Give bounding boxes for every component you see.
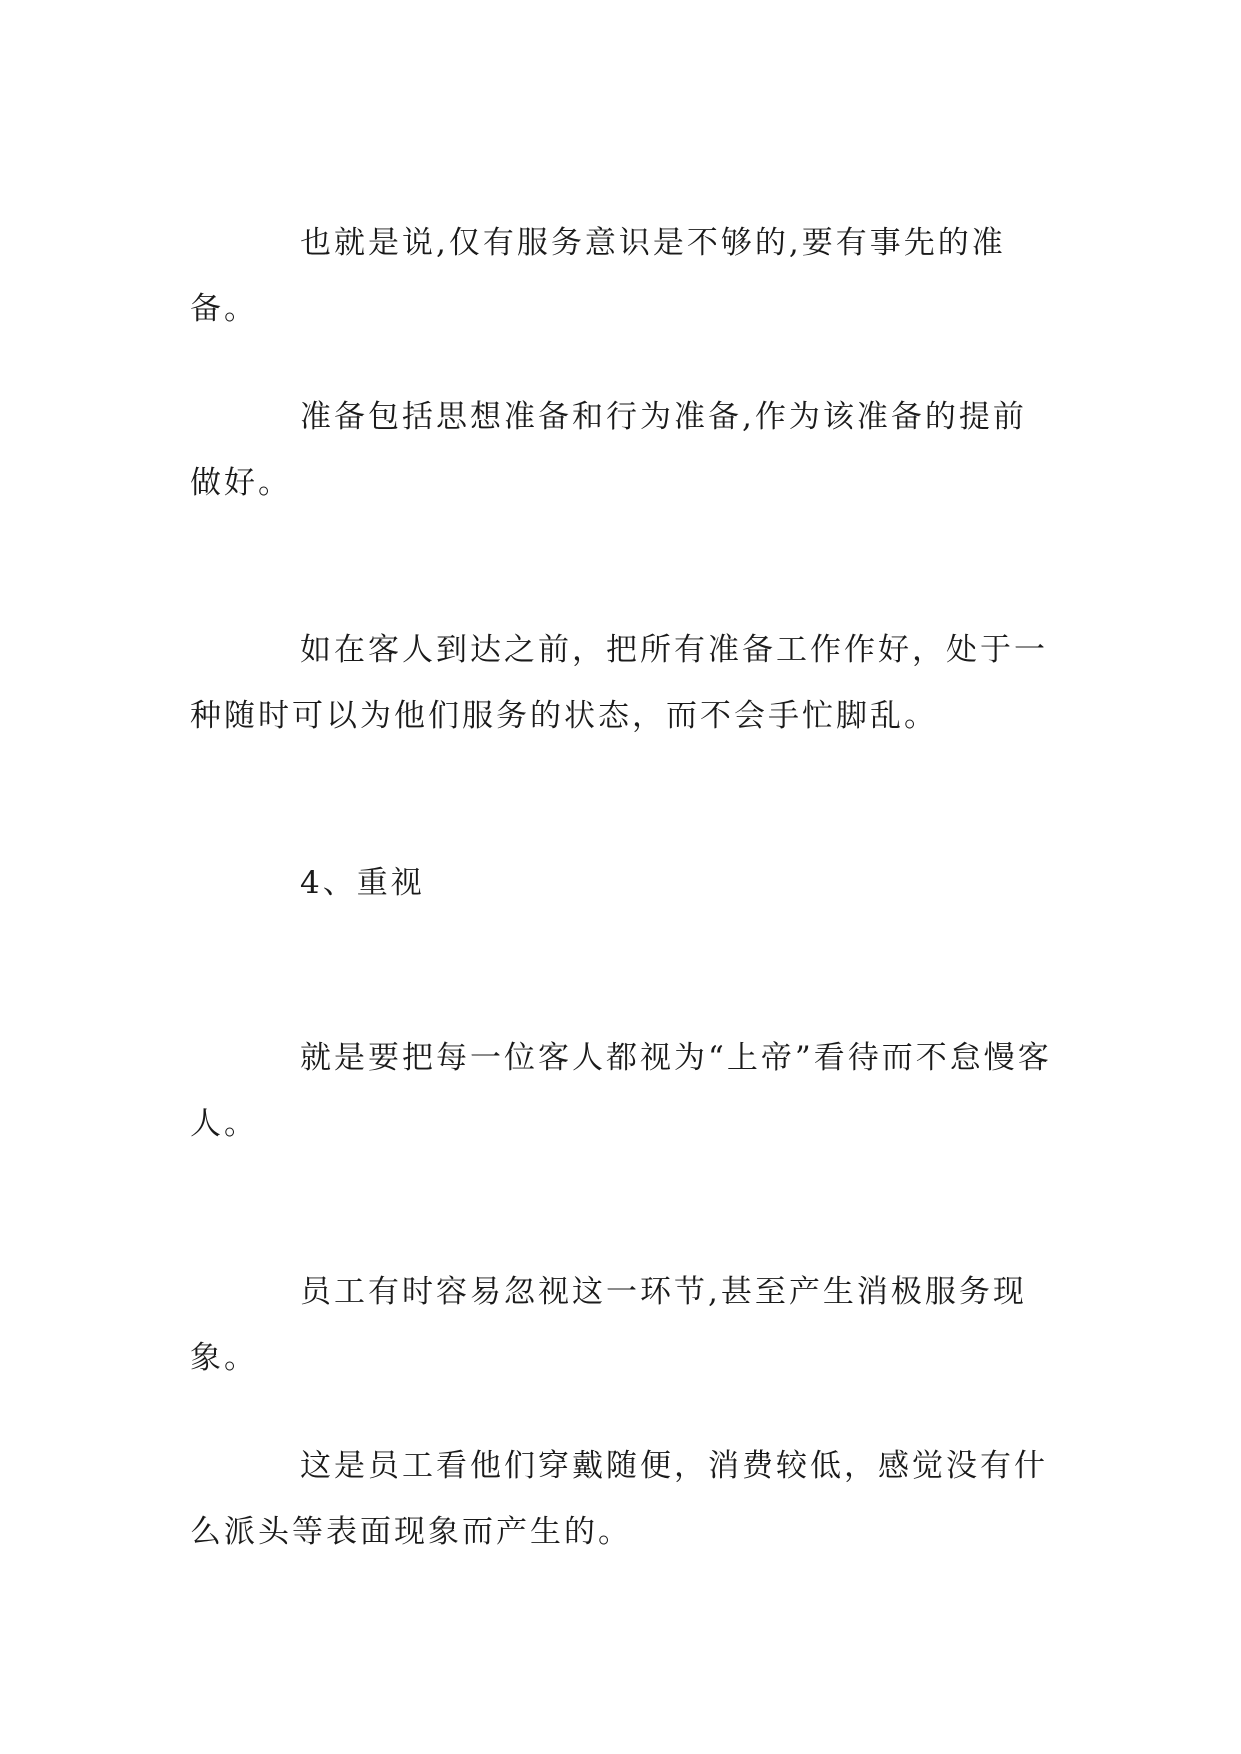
paragraph-preparation-intro: 也就是说,仅有服务意识是不够的,要有事先的准备。 xyxy=(190,225,1006,327)
paragraph-preparation-types: 准备包括思想准备和行为准备,作为该准备的提前做好。 xyxy=(190,399,1027,501)
paragraph-staff-neglect: 员工有时容易忽视这一环节,甚至产生消极服务现象。 xyxy=(190,1274,1027,1376)
paragraph-neglect-cause: 这是员工看他们穿戴随便，消费较低，感觉没有什么派头等表面现象而产生的。 xyxy=(190,1448,1048,1550)
paragraph-preparation-example: 如在客人到达之前，把所有准备工作作好，处于一种随时可以为他们服务的状态，而不会手忙脚乱。 xyxy=(190,632,1048,734)
section-heading-importance: 4、重视 xyxy=(300,865,425,901)
paragraph-importance-definition: 就是要把每一位客人都视为“上帝”看待而不怠慢客人。 xyxy=(190,1040,1052,1142)
